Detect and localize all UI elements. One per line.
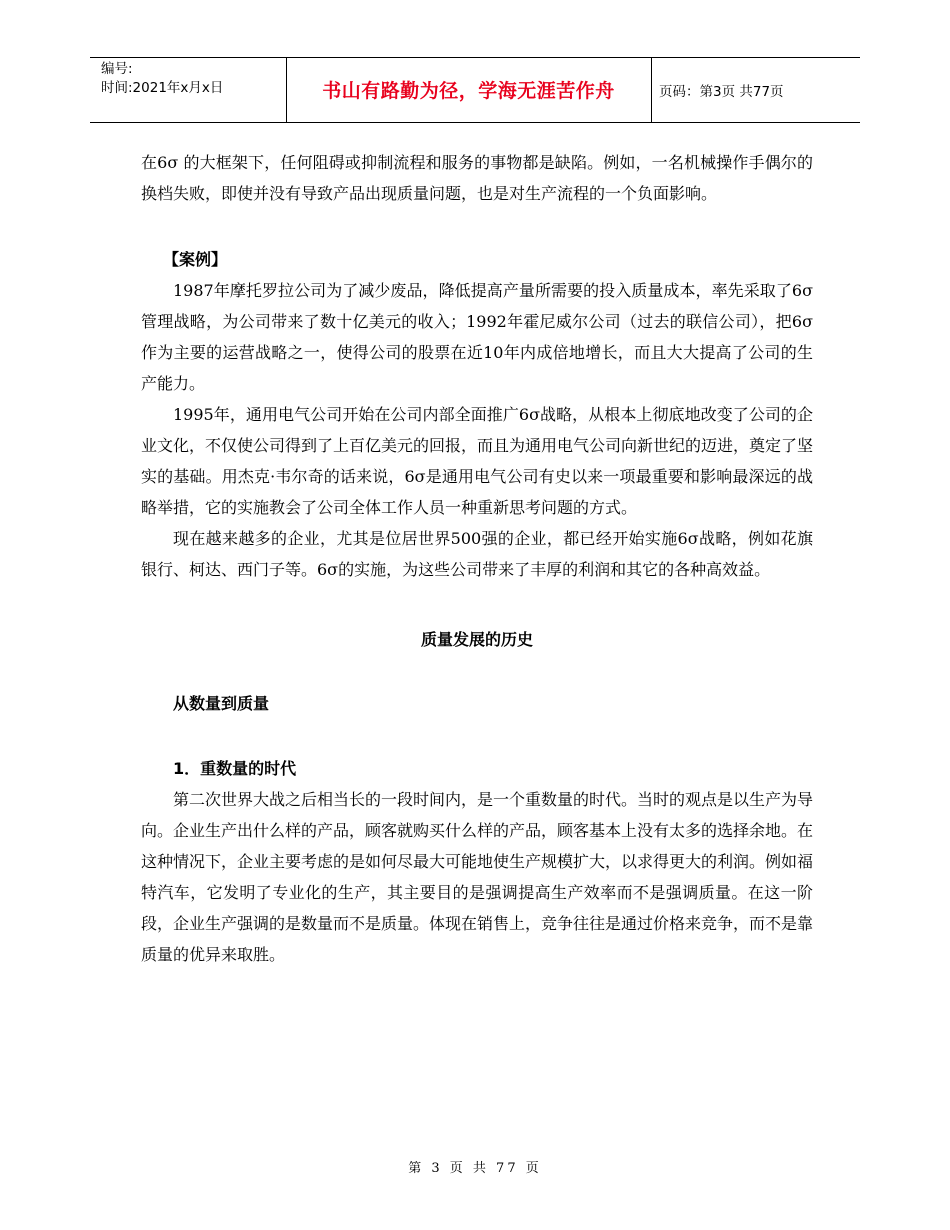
time-label: 时间:2021年x月x日 [101, 80, 224, 96]
document-body [141, 147, 813, 970]
header-divider-right [651, 57, 652, 122]
header-motto: 书山有路勤为径，学海无涯苦作舟 [322, 80, 615, 102]
item-title: 1．重数量的时代 [173, 759, 297, 778]
case-paragraph-3: 现在越来越多的企业，尤其是位居世界500强的企业，都已经开始实施6σ战略，例如花旗银行、柯达、西门子等。6σ的实施，为这些公司带来了丰厚的利润和其它的各种高效益。 [141, 529, 813, 579]
case-paragraph-1: 1987年摩托罗拉公司为了减少废品，降低提高产量所需要的投入质量成本，率先采取了6σ管理战略，为公司带来了数十亿美元的收入；1992年霍尼威尔公司（过去的联信公司），把6σ作为主要的运营战略之一，使得公司的股票在近10年内成倍地增长，而且大大提高了公司的生产能力。 [141, 281, 813, 393]
page-footer: 第 3 页 共 77 页 [408, 1161, 542, 1176]
subsection-title: 从数量到质量 [173, 694, 270, 713]
header-page-info: 页码：第3页 共77页 [659, 84, 784, 100]
case-heading: 【案例】 [163, 250, 228, 269]
header-top-rule [90, 57, 860, 58]
section-title: 质量发展的历史 [420, 630, 533, 649]
header-bottom-rule [90, 122, 860, 123]
item-paragraph-1: 第二次世界大战之后相当长的一段时间内，是一个重数量的时代。当时的观点是以生产为导向。企业生产出什么样的产品，顾客就购买什么样的产品，顾客基本上没有太多的选择余地。在这种情况下，企业主要考虑的是如何尽最大可能地使生产规模扩大，以求得更大的利润。例如福特汽车，它发明了专业化的生产，其主要目的是强调提高生产效率而不是强调质量。在这一阶段，企业生产强调的是数量而不是质量。体现在销售上，竞争往往是通过价格来竞争，而不是靠质量的优异来取胜。 [141, 790, 814, 964]
header-meta [101, 60, 223, 98]
number-label: 编号: [101, 61, 133, 77]
case-paragraph-2: 1995年，通用电气公司开始在公司内部全面推广6σ战略，从根本上彻底地改变了公司的企业文化，不仅使公司得到了上百亿美元的回报，而且为通用电气公司向新世纪的迈进，奠定了坚实的基础。用杰克·韦尔奇的话来说，6σ是通用电气公司有史以来一项最重要和影响最深远的战略举措，它的实施教会了公司全体工作人员一种重新思考问题的方式。 [141, 405, 814, 517]
intro-paragraph: 在6σ 的大框架下，任何阻碍或抑制流程和服务的事物都是缺陷。例如，一名机械操作手偶尔的换档失败，即使并没有导致产品出现质量问题，也是对生产流程的一个负面影响。 [141, 153, 813, 203]
